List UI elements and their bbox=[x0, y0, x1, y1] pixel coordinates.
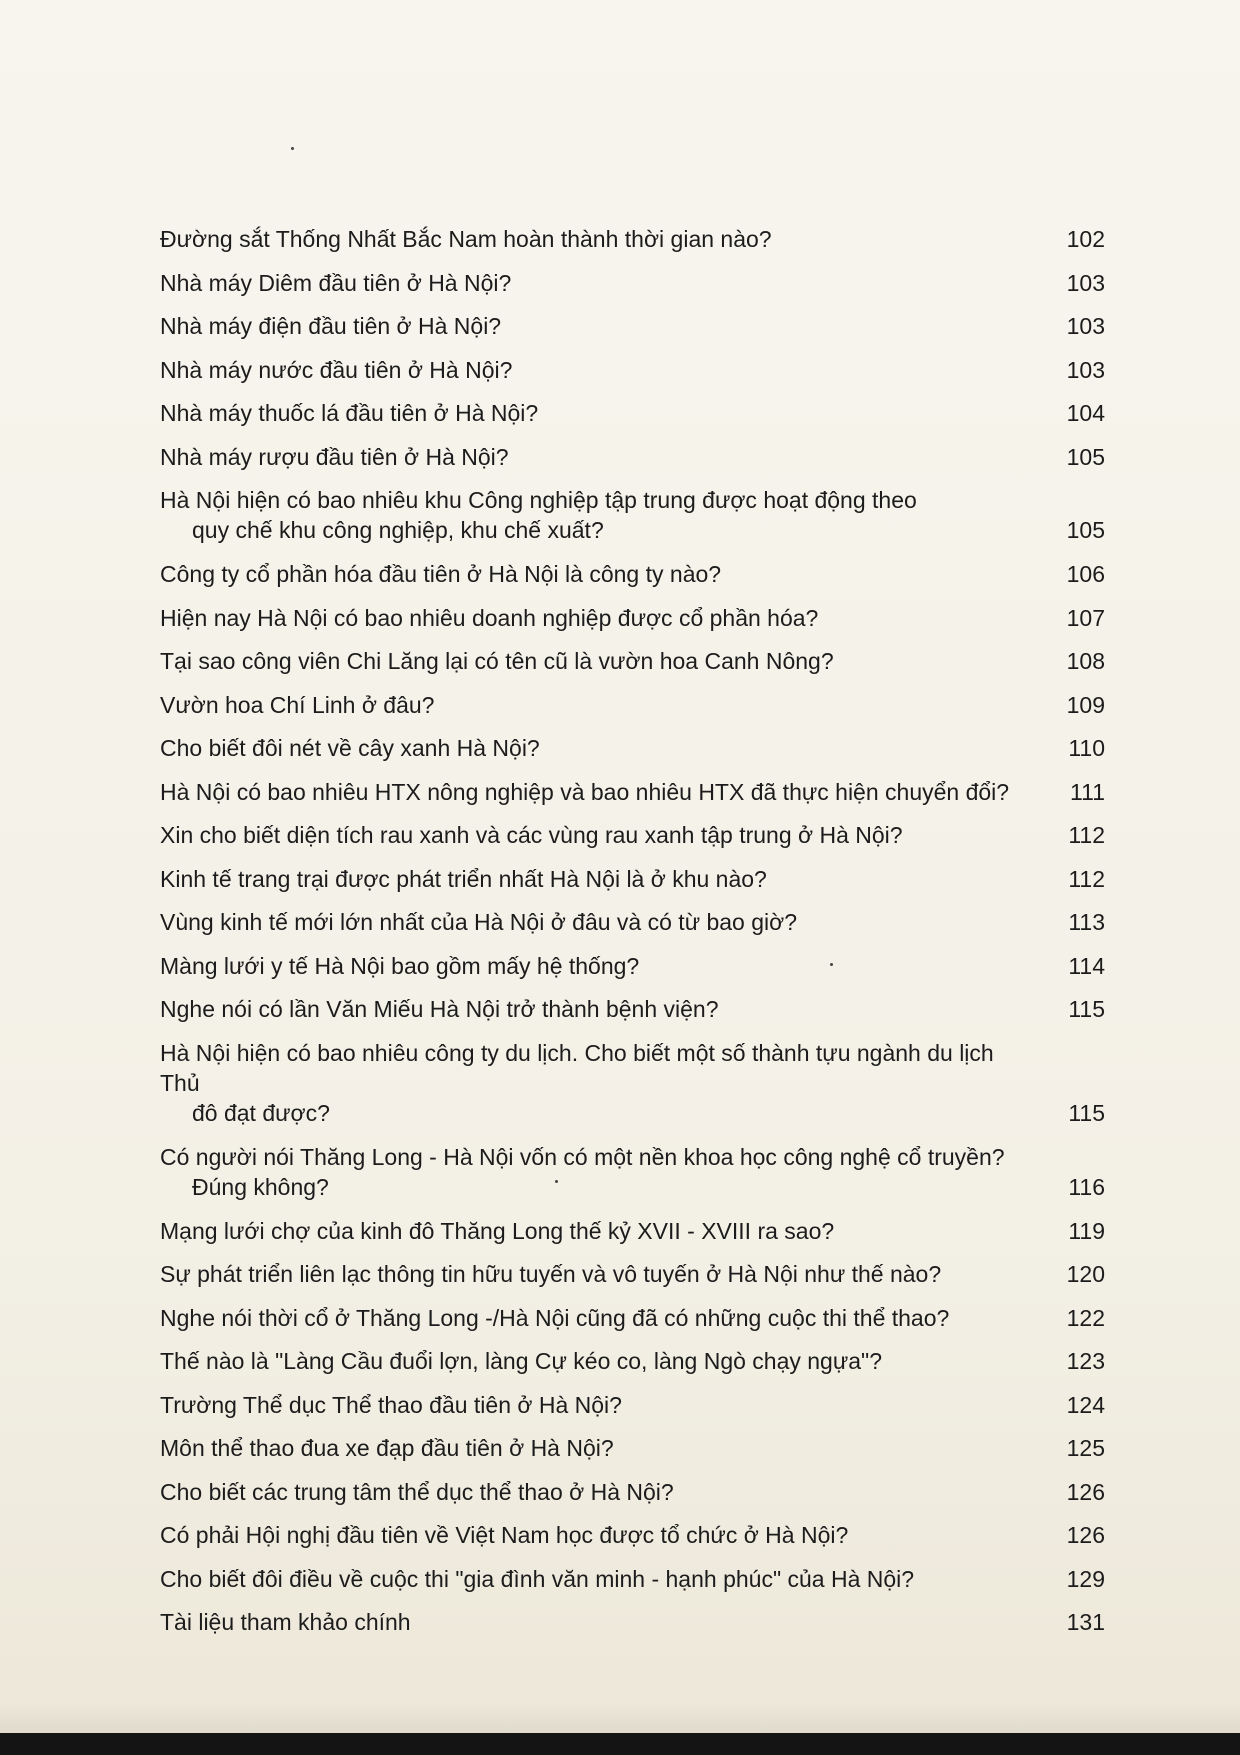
toc-entry-title bbox=[160, 1433, 1105, 1463]
toc-entry-page-number: 125 bbox=[1066, 1435, 1105, 1461]
toc-entry bbox=[160, 951, 1105, 981]
toc-entry bbox=[160, 777, 1105, 807]
toc-entry-title-line: Nhà máy nước đầu tiên ở Hà Nội? bbox=[160, 356, 513, 383]
toc-entry-title bbox=[160, 951, 1105, 981]
toc-entry bbox=[160, 1259, 1105, 1289]
toc-entry bbox=[160, 603, 1105, 633]
toc-entry-page-number: 105 bbox=[1066, 517, 1105, 543]
toc-entry-title bbox=[160, 1520, 1105, 1550]
toc-entry-page-number: 120 bbox=[1066, 1261, 1105, 1287]
toc-entry-title-line: Có phải Hội nghị đầu tiên về Việt Nam học được tổ chức ở Hà Nội? bbox=[160, 1522, 849, 1548]
toc-entry-title-line: Cho biết các trung tâm thể dục thể thao ở Hà Nội? bbox=[160, 1478, 674, 1505]
toc-entry-title bbox=[160, 1390, 1105, 1420]
toc-entry-title-continuation: đô đạt được? bbox=[192, 1099, 330, 1126]
toc-entry-title-continuation: Đúng không? bbox=[192, 1173, 329, 1200]
toc-entry bbox=[160, 442, 1105, 472]
toc-entry-title bbox=[160, 820, 1105, 850]
toc-entry bbox=[160, 355, 1105, 385]
toc-entry-title-line: Mạng lưới chợ của kinh đô Thăng Long thế kỷ XVII - XVIII ra sao? bbox=[160, 1217, 835, 1244]
toc-entry-page-number: 112 bbox=[1068, 865, 1105, 892]
toc-entry-page-number: 122 bbox=[1066, 1304, 1105, 1331]
toc-entry-title-line: Nghe nói thời cổ ở Thăng Long -/Hà Nội cũng đã có những cuộc thi thể thao? bbox=[160, 1304, 950, 1331]
toc-entry-page-number: 103 bbox=[1066, 356, 1105, 383]
toc-entry-title bbox=[160, 1303, 1105, 1333]
toc-entry-title-line: Cho biết đôi điều về cuộc thi "gia đình văn minh - hạnh phúc" của Hà Nội? bbox=[160, 1565, 915, 1592]
toc-entry-page-number: 113 bbox=[1068, 909, 1105, 935]
toc-entry bbox=[160, 1564, 1105, 1594]
toc-entry-page-number: 123 bbox=[1066, 1348, 1105, 1374]
toc-entry bbox=[160, 1520, 1105, 1550]
toc-entry-title-line: Kinh tế trang trại được phát triển nhất Hà Nội là ở khu nào? bbox=[160, 865, 767, 892]
toc-entry-page-number: 119 bbox=[1068, 1217, 1105, 1244]
toc-entry bbox=[160, 559, 1105, 589]
toc-entry-title-line: Nhà máy điện đầu tiên ở Hà Nội? bbox=[160, 313, 502, 339]
toc-entry bbox=[160, 690, 1105, 720]
toc-entry-title bbox=[160, 907, 1105, 937]
page-edge-shadow bbox=[0, 1703, 1240, 1733]
toc-entry-title bbox=[160, 485, 1105, 545]
toc-entry-title-line: Nhà máy Diêm đầu tiên ở Hà Nội? bbox=[160, 269, 512, 296]
toc-entry-title-line: Hà Nội hiện có bao nhiêu khu Công nghiệp tập trung được hoạt động theo bbox=[160, 487, 917, 513]
toc-entry-page-number: 115 bbox=[1068, 996, 1105, 1022]
toc-entry-page-number: 126 bbox=[1066, 1522, 1105, 1548]
toc-entry-page-number: 103 bbox=[1066, 313, 1105, 339]
toc-entry-title-line: Cho biết đôi nét về cây xanh Hà Nội? bbox=[160, 735, 540, 761]
toc-entry-title-line: Vườn hoa Chí Linh ở đâu? bbox=[160, 691, 435, 718]
toc-entry-title-line: Hà Nội có bao nhiêu HTX nông nghiệp và bao nhiêu HTX đã thực hiện chuyển đổi? bbox=[160, 778, 1010, 805]
toc-entry-title-line: Thế nào là "Làng Cầu đuổi lợn, làng Cự kéo co, làng Ngò chạy ngựa"? bbox=[160, 1348, 882, 1374]
toc-entry bbox=[160, 646, 1105, 676]
toc-entry-title bbox=[160, 355, 1105, 385]
toc-entry-title bbox=[160, 559, 1105, 589]
toc-entry-title bbox=[160, 864, 1105, 894]
toc-entry-page-number: 108 bbox=[1066, 648, 1105, 674]
toc-entry-title-line: Màng lưới y tế Hà Nội bao gồm mấy hệ thống? bbox=[160, 952, 640, 979]
toc-entry-page-number: 105 bbox=[1066, 443, 1105, 470]
toc-entry bbox=[160, 1390, 1105, 1420]
toc-entry-page-number: 110 bbox=[1068, 735, 1105, 761]
toc-entry-title-line: Hà Nội hiện có bao nhiêu công ty du lịch. Cho biết một số thành tựu ngành du lịch Thủ bbox=[160, 1039, 994, 1096]
toc-entry bbox=[160, 1142, 1105, 1202]
toc-entry bbox=[160, 820, 1105, 850]
toc-entry-title-line: Có người nói Thăng Long - Hà Nội vốn có một nền khoa học công nghệ cổ truyền? bbox=[160, 1143, 1005, 1170]
toc-entry bbox=[160, 1477, 1105, 1507]
toc-entry bbox=[160, 994, 1105, 1024]
toc-entry bbox=[160, 485, 1105, 545]
toc-entry-page-number: 107 bbox=[1066, 604, 1105, 631]
toc-entry bbox=[160, 1303, 1105, 1333]
toc-entry bbox=[160, 311, 1105, 341]
toc-entry-page-number: 126 bbox=[1066, 1478, 1105, 1505]
toc-entry-title bbox=[160, 733, 1105, 763]
stray-ink-mark bbox=[291, 147, 294, 150]
toc-entry bbox=[160, 1433, 1105, 1463]
toc-entry-title-line: Hiện nay Hà Nội có bao nhiêu doanh nghiệp được cổ phần hóa? bbox=[160, 604, 819, 631]
toc-entry-title bbox=[160, 690, 1105, 720]
toc-entry-title-line: Nhà máy thuốc lá đầu tiên ở Hà Nội? bbox=[160, 400, 539, 426]
toc-entry-title-line: Nhà máy rượu đầu tiên ở Hà Nội? bbox=[160, 443, 509, 470]
toc-entry-title-line: Trường Thể dục Thể thao đầu tiên ở Hà Nội? bbox=[160, 1391, 622, 1418]
toc-entry-page-number: 112 bbox=[1068, 822, 1105, 848]
toc-entry-title-line: Đường sắt Thống Nhất Bắc Nam hoàn thành thời gian nào? bbox=[160, 226, 772, 252]
scan-bottom-edge bbox=[0, 1733, 1240, 1755]
toc-entry bbox=[160, 1216, 1105, 1246]
toc-entry bbox=[160, 1607, 1105, 1637]
toc-entry-page-number: 111 bbox=[1070, 778, 1105, 805]
toc-entry-page-number: 114 bbox=[1068, 952, 1105, 979]
toc-entry-page-number: 124 bbox=[1066, 1391, 1105, 1418]
toc-entry-title bbox=[160, 1346, 1105, 1376]
toc-entry-title bbox=[160, 398, 1105, 428]
toc-entry-title bbox=[160, 603, 1105, 633]
toc-entry bbox=[160, 864, 1105, 894]
toc-entry bbox=[160, 1346, 1105, 1376]
toc-entry-page-number: 104 bbox=[1066, 400, 1105, 426]
toc-entry-title bbox=[160, 224, 1105, 254]
toc-entry-page-number: 116 bbox=[1068, 1173, 1105, 1200]
toc-entry-title bbox=[160, 1607, 1105, 1637]
toc-entry-page-number: 131 bbox=[1066, 1609, 1105, 1635]
toc-entry-title bbox=[160, 311, 1105, 341]
toc-entry-title bbox=[160, 994, 1105, 1024]
toc-entry-page-number: 102 bbox=[1066, 226, 1105, 252]
toc-entry-page-number: 129 bbox=[1066, 1565, 1105, 1592]
toc-entry-page-number: 103 bbox=[1066, 269, 1105, 296]
toc-entry-title bbox=[160, 1259, 1105, 1289]
toc-entry-title-line: Công ty cổ phần hóa đầu tiên ở Hà Nội là công ty nào? bbox=[160, 561, 722, 587]
toc-entry-title-continuation: quy chế khu công nghiệp, khu chế xuất? bbox=[192, 517, 604, 543]
toc-entry-page-number: 115 bbox=[1068, 1099, 1105, 1126]
toc-entry-title bbox=[160, 268, 1105, 298]
toc-entry-title bbox=[160, 1216, 1105, 1246]
toc-entry-title-line: Vùng kinh tế mới lớn nhất của Hà Nội ở đâu và có từ bao giờ? bbox=[160, 909, 798, 935]
toc-entry bbox=[160, 1038, 1105, 1128]
toc-entry bbox=[160, 907, 1105, 937]
toc-entry-title-line: Sự phát triển liên lạc thông tin hữu tuyến và vô tuyến ở Hà Nội như thế nào? bbox=[160, 1261, 942, 1287]
toc-entry-title bbox=[160, 1477, 1105, 1507]
toc-entry-title bbox=[160, 1038, 1105, 1128]
toc-entry-title-line: Xin cho biết diện tích rau xanh và các vùng rau xanh tập trung ở Hà Nội? bbox=[160, 822, 903, 848]
toc-entry bbox=[160, 224, 1105, 254]
toc-entry-title-line: Nghe nói có lần Văn Miếu Hà Nội trở thành bệnh viện? bbox=[160, 996, 719, 1022]
toc-entry-title bbox=[160, 646, 1105, 676]
toc-entry-title bbox=[160, 442, 1105, 472]
toc-entry-title-line: Môn thể thao đua xe đạp đầu tiên ở Hà Nội? bbox=[160, 1435, 614, 1461]
toc-entry-page-number: 106 bbox=[1066, 561, 1105, 587]
toc-entry-title bbox=[160, 1564, 1105, 1594]
toc-entry-title-line: Tại sao công viên Chi Lăng lại có tên cũ là vườn hoa Canh Nông? bbox=[160, 648, 834, 674]
toc-entry bbox=[160, 398, 1105, 428]
toc-entry-title bbox=[160, 777, 1105, 807]
toc-entry bbox=[160, 733, 1105, 763]
toc-entry-title bbox=[160, 1142, 1105, 1202]
toc-entry bbox=[160, 268, 1105, 298]
toc-entry-page-number: 109 bbox=[1066, 691, 1105, 718]
table-of-contents bbox=[160, 224, 1105, 1651]
toc-entry-title-line: Tài liệu tham khảo chính bbox=[160, 1609, 411, 1635]
